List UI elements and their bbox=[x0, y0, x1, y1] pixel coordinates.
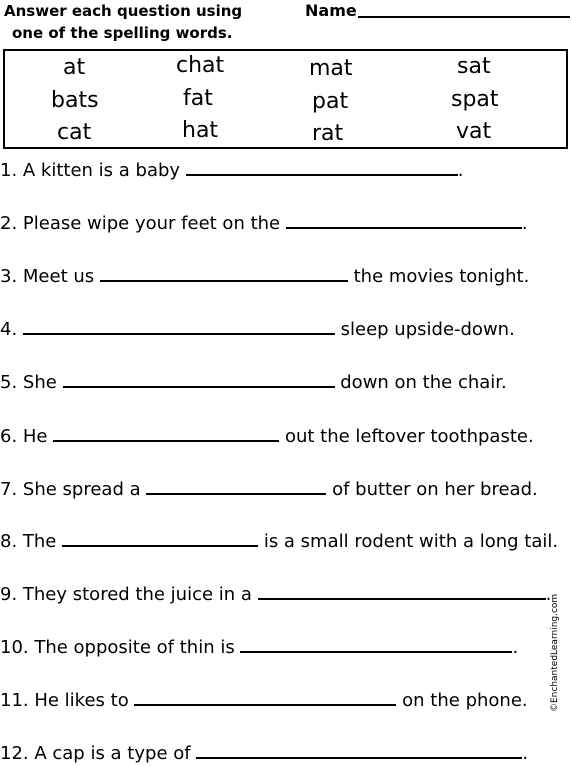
instructions bbox=[4, 0, 242, 44]
word-bank-word: mat bbox=[309, 56, 353, 81]
word-bank-word: vat bbox=[456, 119, 492, 144]
question-9: 9. They stored the juice in a . bbox=[0, 581, 551, 607]
word-bank-word: pat bbox=[312, 89, 349, 114]
answer-blank[interactable] bbox=[100, 263, 348, 282]
name-label: Name bbox=[305, 1, 357, 20]
word-bank-word: rat bbox=[312, 121, 344, 146]
question-3: 3. Meet us the movies tonight. bbox=[0, 263, 529, 289]
answer-blank[interactable] bbox=[196, 740, 522, 759]
word-bank-word: sat bbox=[457, 54, 491, 79]
word-bank-box bbox=[3, 49, 568, 149]
answer-blank[interactable] bbox=[186, 157, 458, 176]
answer-blank[interactable] bbox=[146, 476, 326, 495]
word-bank-word: chat bbox=[176, 53, 225, 78]
word-bank-word: hat bbox=[182, 118, 219, 143]
question-10: 10. The opposite of thin is . bbox=[0, 634, 518, 660]
question-4: 4. sleep upside-down. bbox=[0, 316, 515, 342]
name-field[interactable] bbox=[358, 16, 570, 18]
copyright-notice: ©EnchantedLearning.com bbox=[550, 593, 560, 712]
word-bank-word: cat bbox=[57, 120, 92, 145]
question-12: 12. A cap is a type of . bbox=[0, 740, 528, 766]
word-bank-word: spat bbox=[451, 87, 499, 112]
question-7: 7. She spread a of butter on her bread. bbox=[0, 476, 538, 502]
question-1: 1. A kitten is a baby . bbox=[0, 157, 464, 183]
answer-blank[interactable] bbox=[286, 210, 522, 229]
answer-blank[interactable] bbox=[23, 316, 335, 335]
question-8: 8. The is a small rodent with a long tail. bbox=[0, 528, 558, 554]
answer-blank[interactable] bbox=[258, 581, 546, 600]
answer-blank[interactable] bbox=[63, 369, 335, 388]
word-bank-word: fat bbox=[183, 86, 213, 111]
answer-blank[interactable] bbox=[240, 634, 512, 653]
instruction-line-1: Answer each question using bbox=[4, 2, 243, 20]
question-5: 5. She down on the chair. bbox=[0, 369, 507, 395]
question-2: 2. Please wipe your feet on the . bbox=[0, 210, 528, 236]
answer-blank[interactable] bbox=[134, 687, 396, 706]
answer-blank[interactable] bbox=[62, 528, 258, 547]
question-11: 11. He likes to on the phone. bbox=[0, 687, 528, 713]
word-bank-word: bats bbox=[51, 88, 99, 113]
question-6: 6. He out the leftover toothpaste. bbox=[0, 423, 534, 449]
answer-blank[interactable] bbox=[53, 423, 279, 442]
instruction-line-2: one of the spelling words. bbox=[12, 24, 233, 42]
word-bank-word: at bbox=[63, 55, 86, 80]
